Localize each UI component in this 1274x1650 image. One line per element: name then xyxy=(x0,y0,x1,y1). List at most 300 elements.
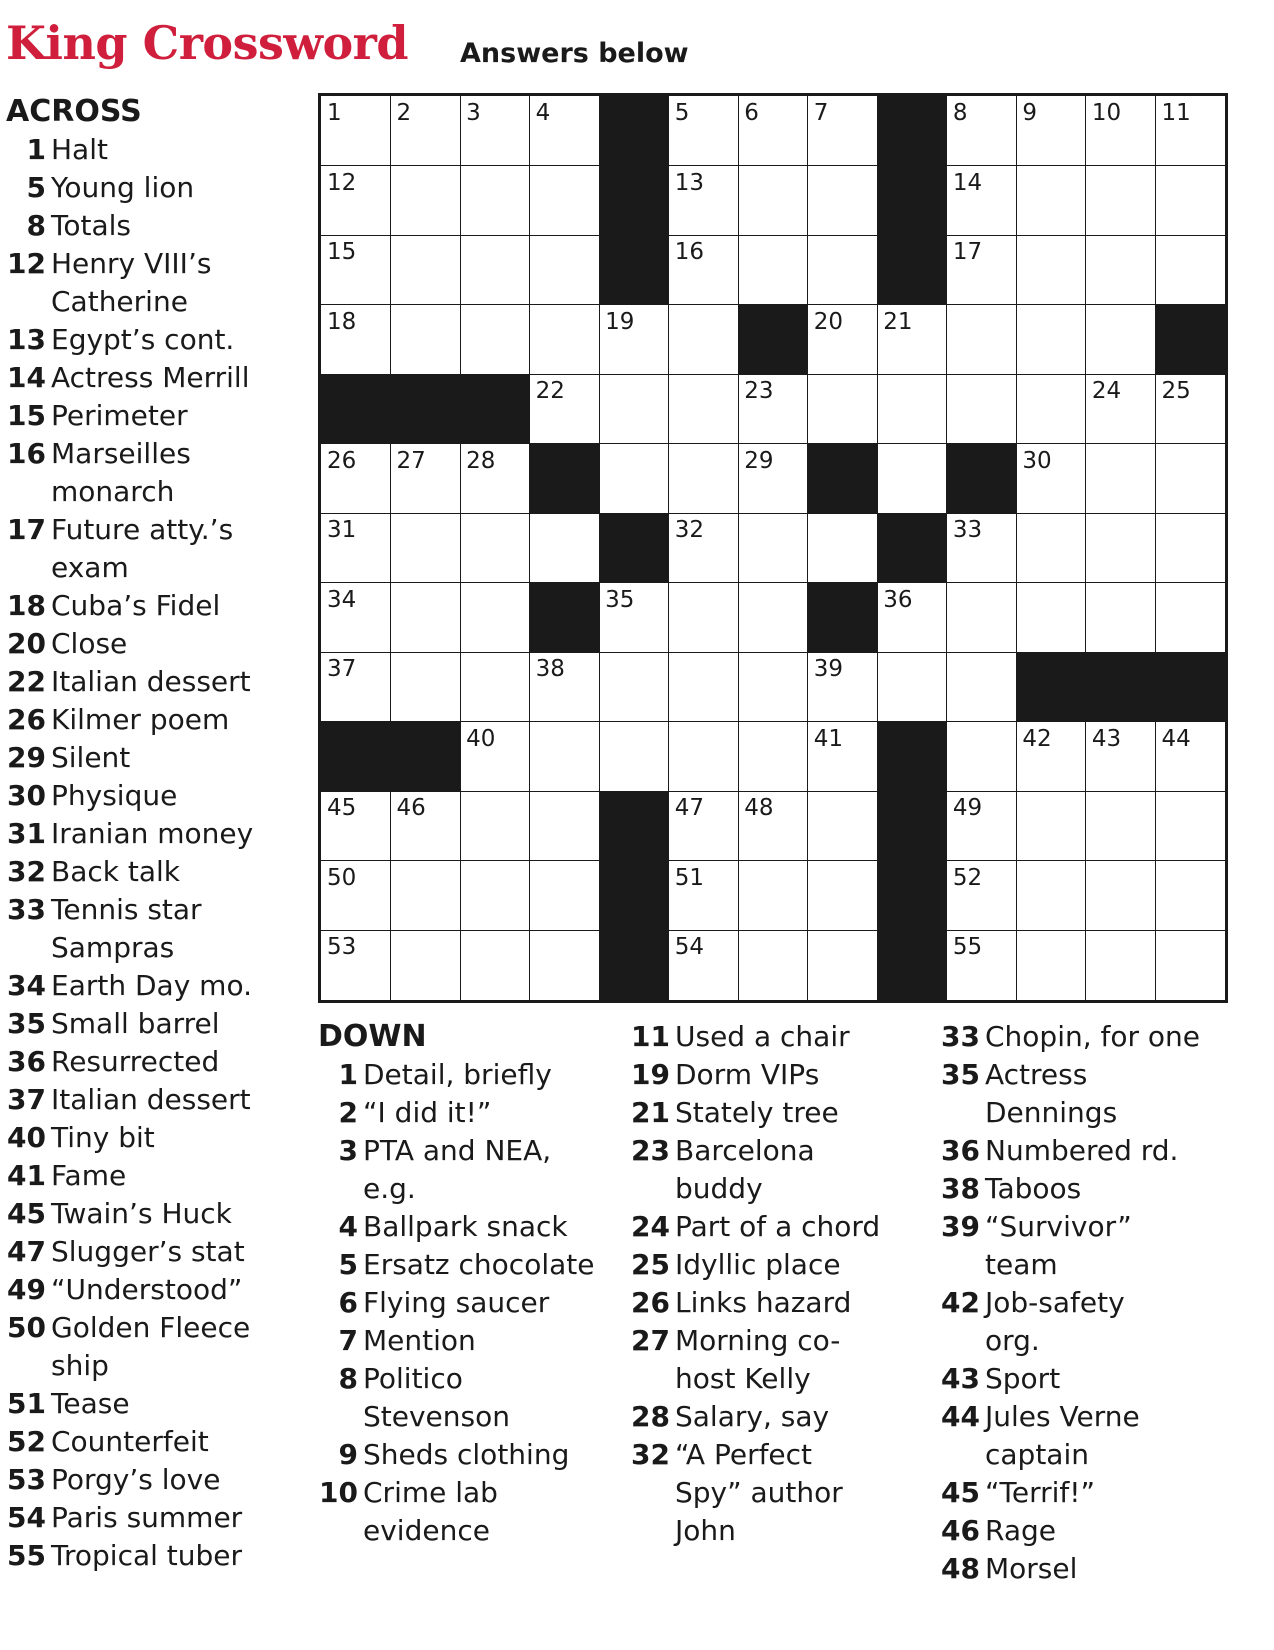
grid-cell[interactable] xyxy=(1086,166,1156,236)
clue-item xyxy=(6,777,291,815)
grid-cell[interactable] xyxy=(530,652,600,722)
clue-text: Egypt’s cont. xyxy=(51,323,235,356)
clue-number: 31 xyxy=(7,817,46,850)
grid-cell[interactable] xyxy=(460,444,530,514)
cell-number: 12 xyxy=(327,169,357,196)
grid-cell[interactable] xyxy=(669,583,739,653)
grid-cell[interactable] xyxy=(1016,930,1086,1000)
grid-cell[interactable] xyxy=(738,374,808,444)
grid-cell[interactable] xyxy=(530,930,600,1000)
grid-cell[interactable] xyxy=(530,513,600,583)
grid-cell[interactable] xyxy=(599,583,669,653)
grid-cell[interactable] xyxy=(1086,96,1156,166)
grid-cell[interactable] xyxy=(391,235,461,305)
grid-cell[interactable] xyxy=(460,235,530,305)
grid-cell[interactable] xyxy=(738,235,808,305)
cell-number: 15 xyxy=(327,239,357,266)
grid-cell[interactable] xyxy=(530,96,600,166)
clue-item xyxy=(940,1132,1270,1170)
grid-cell[interactable] xyxy=(738,583,808,653)
grid-cell[interactable] xyxy=(947,722,1017,792)
grid-cell[interactable] xyxy=(460,722,530,792)
cell-number: 35 xyxy=(605,586,635,613)
grid-cell[interactable] xyxy=(1155,96,1225,166)
clue-number: 8 xyxy=(26,209,46,242)
grid-cell[interactable] xyxy=(738,166,808,236)
clue-text: Stately tree xyxy=(675,1096,839,1129)
grid-cell[interactable] xyxy=(391,583,461,653)
clue-text: Links hazard xyxy=(675,1286,852,1319)
cell-number: 25 xyxy=(1161,378,1191,405)
grid-cell[interactable] xyxy=(391,652,461,722)
grid-cell[interactable] xyxy=(391,444,461,514)
clue-number: 33 xyxy=(941,1020,980,1053)
grid-cell[interactable] xyxy=(669,722,739,792)
clue-text: Porgy’s love xyxy=(51,1463,221,1496)
black-square xyxy=(391,722,461,792)
cell-number: 51 xyxy=(674,864,704,891)
grid-cell[interactable] xyxy=(877,583,947,653)
grid-cell[interactable] xyxy=(599,652,669,722)
clue-text: host Kelly xyxy=(675,1362,811,1395)
clue-number: 23 xyxy=(631,1134,670,1167)
clue-item xyxy=(6,891,291,967)
grid-cell[interactable] xyxy=(808,305,878,375)
clue-text: Halt xyxy=(51,133,108,166)
clue-number: 25 xyxy=(631,1248,670,1281)
grid-cell[interactable] xyxy=(321,861,391,931)
clue-text: Mention xyxy=(363,1324,476,1357)
clue-number: 3 xyxy=(338,1134,358,1167)
grid-cell[interactable] xyxy=(460,166,530,236)
cell-number: 55 xyxy=(952,934,983,961)
grid-cell[interactable] xyxy=(1016,722,1086,792)
grid-cell[interactable] xyxy=(947,513,1017,583)
grid-cell[interactable] xyxy=(530,722,600,792)
clue-item xyxy=(6,321,291,359)
clue-text: Fame xyxy=(51,1159,127,1192)
grid-cell[interactable] xyxy=(669,861,739,931)
grid-cell[interactable] xyxy=(391,166,461,236)
grid-cell[interactable] xyxy=(947,96,1017,166)
grid-cell[interactable] xyxy=(1155,513,1225,583)
clue-number: 24 xyxy=(631,1210,670,1243)
grid-cell[interactable] xyxy=(1086,513,1156,583)
black-square xyxy=(599,166,669,236)
grid-cell[interactable] xyxy=(321,652,391,722)
down-clues-column-1 xyxy=(318,1018,618,1550)
clue-item xyxy=(6,245,291,321)
cell-number: 27 xyxy=(396,447,426,474)
clue-text: Future atty.’s xyxy=(51,513,234,546)
clue-text: Earth Day mo. xyxy=(51,969,252,1002)
grid-cell[interactable] xyxy=(669,444,739,514)
grid-cell[interactable] xyxy=(808,166,878,236)
clue-number: 16 xyxy=(7,437,46,470)
cell-number: 38 xyxy=(535,656,565,683)
grid-cell[interactable] xyxy=(599,305,669,375)
clue-item xyxy=(6,207,291,245)
grid-cell[interactable] xyxy=(1155,791,1225,861)
clue-number: 11 xyxy=(631,1020,670,1053)
clue-text: Totals xyxy=(51,209,131,242)
grid-cell[interactable] xyxy=(1086,930,1156,1000)
grid-cell[interactable] xyxy=(1016,861,1086,931)
grid-cell[interactable] xyxy=(391,96,461,166)
clue-item xyxy=(318,1474,618,1550)
clue-number: 48 xyxy=(941,1552,980,1585)
clue-item xyxy=(940,1474,1270,1512)
grid-cell[interactable] xyxy=(947,583,1017,653)
clue-item xyxy=(6,663,291,701)
clue-number: 29 xyxy=(7,741,46,774)
grid-cell[interactable] xyxy=(1086,374,1156,444)
grid-cell[interactable] xyxy=(321,96,391,166)
clue-text: Detail, briefly xyxy=(363,1058,552,1091)
clue-text: Italian dessert xyxy=(51,1083,251,1116)
cell-number: 52 xyxy=(952,864,983,891)
grid-cell[interactable] xyxy=(460,930,530,1000)
grid-cell[interactable] xyxy=(1155,374,1225,444)
black-square xyxy=(738,305,808,375)
grid-cell[interactable] xyxy=(808,652,878,722)
clue-number: 20 xyxy=(7,627,46,660)
across-clue-list xyxy=(6,131,291,1575)
grid-cell[interactable] xyxy=(1016,235,1086,305)
clue-text: Morsel xyxy=(985,1552,1078,1585)
clue-item xyxy=(940,1018,1270,1056)
grid-cell[interactable] xyxy=(1016,583,1086,653)
clue-text: “Understood” xyxy=(51,1273,243,1306)
grid-cell[interactable] xyxy=(738,722,808,792)
grid-cell[interactable] xyxy=(599,374,669,444)
black-square xyxy=(877,96,947,166)
clue-text: Small barrel xyxy=(51,1007,220,1040)
clue-item xyxy=(6,739,291,777)
clue-text: Italian dessert xyxy=(51,665,251,698)
cell-number: 8 xyxy=(952,100,968,126)
grid-cell[interactable] xyxy=(877,374,947,444)
clue-text: captain xyxy=(985,1438,1089,1471)
grid-cell[interactable] xyxy=(530,166,600,236)
cell-number: 5 xyxy=(674,100,690,126)
clue-number: 35 xyxy=(941,1058,980,1091)
grid-cell[interactable] xyxy=(947,374,1017,444)
grid-cell[interactable] xyxy=(738,861,808,931)
grid-cell[interactable] xyxy=(1086,722,1156,792)
grid-cell[interactable] xyxy=(460,305,530,375)
clue-text: Tease xyxy=(51,1387,130,1420)
grid-cell[interactable] xyxy=(808,96,878,166)
grid-cell[interactable] xyxy=(530,235,600,305)
clue-text: PTA and NEA, xyxy=(363,1134,552,1167)
grid-cell[interactable] xyxy=(808,722,878,792)
clue-text: Jules Verne xyxy=(985,1400,1140,1433)
cell-number: 17 xyxy=(952,239,983,266)
cell-number: 48 xyxy=(744,795,774,822)
clue-item xyxy=(6,1271,291,1309)
grid-cell[interactable] xyxy=(321,444,391,514)
clue-number: 12 xyxy=(7,247,46,280)
grid-cell[interactable] xyxy=(1086,235,1156,305)
grid-cell[interactable] xyxy=(947,861,1017,931)
black-square xyxy=(599,513,669,583)
cell-number: 50 xyxy=(327,864,357,891)
grid-cell[interactable] xyxy=(460,861,530,931)
clue-text: monarch xyxy=(51,475,175,508)
grid-cell[interactable] xyxy=(599,722,669,792)
cell-number: 39 xyxy=(813,656,844,683)
clue-item xyxy=(630,1208,935,1246)
clue-text: Taboos xyxy=(985,1172,1082,1205)
clue-text: Numbered rd. xyxy=(985,1134,1179,1167)
grid-cell[interactable] xyxy=(530,861,600,931)
clue-item xyxy=(940,1056,1270,1132)
clue-item xyxy=(318,1322,618,1360)
clue-text: Silent xyxy=(51,741,131,774)
grid-cell[interactable] xyxy=(1086,305,1156,375)
clue-number: 26 xyxy=(631,1286,670,1319)
grid-cell[interactable] xyxy=(808,791,878,861)
grid-cell[interactable] xyxy=(669,652,739,722)
clue-item xyxy=(630,1398,935,1436)
grid-cell[interactable] xyxy=(947,305,1017,375)
clue-number: 21 xyxy=(631,1096,670,1129)
clue-number: 28 xyxy=(631,1400,670,1433)
grid-cell[interactable] xyxy=(669,513,739,583)
cell-number: 26 xyxy=(327,447,357,474)
grid-cell[interactable] xyxy=(321,583,391,653)
grid-cell[interactable] xyxy=(1016,444,1086,514)
grid-cell[interactable] xyxy=(669,166,739,236)
grid-cell[interactable] xyxy=(460,583,530,653)
cell-number: 22 xyxy=(535,378,565,405)
clue-text: Barcelona xyxy=(675,1134,815,1167)
grid-cell[interactable] xyxy=(460,652,530,722)
grid-cell[interactable] xyxy=(1155,166,1225,236)
grid-cell[interactable] xyxy=(391,513,461,583)
grid-cell[interactable] xyxy=(808,374,878,444)
clue-text: John xyxy=(675,1514,736,1547)
grid-cell[interactable] xyxy=(947,652,1017,722)
cell-number: 42 xyxy=(1022,725,1052,752)
clue-number: 35 xyxy=(7,1007,46,1040)
black-square xyxy=(391,374,461,444)
grid-cell[interactable] xyxy=(1155,930,1225,1000)
clue-text: Tiny bit xyxy=(51,1121,155,1154)
clue-text: Sport xyxy=(985,1362,1061,1395)
grid-cell[interactable] xyxy=(1155,583,1225,653)
grid-cell[interactable] xyxy=(460,791,530,861)
cell-number: 41 xyxy=(813,725,844,752)
cell-number: 46 xyxy=(396,795,426,822)
clue-text: Ballpark snack xyxy=(363,1210,568,1243)
clue-text: Spy” author xyxy=(675,1476,843,1509)
grid-cell[interactable] xyxy=(321,791,391,861)
grid-cell[interactable] xyxy=(808,513,878,583)
grid-cell[interactable] xyxy=(1155,722,1225,792)
clue-item xyxy=(6,1499,291,1537)
grid-cell[interactable] xyxy=(1086,444,1156,514)
clue-number: 1 xyxy=(26,133,46,166)
clue-number: 27 xyxy=(631,1324,670,1357)
clue-number: 14 xyxy=(7,361,46,394)
black-square xyxy=(877,513,947,583)
clue-item xyxy=(6,701,291,739)
black-square xyxy=(947,444,1017,514)
cell-number: 23 xyxy=(744,378,774,405)
clue-text: “Survivor” xyxy=(985,1210,1132,1243)
grid-cell[interactable] xyxy=(391,305,461,375)
down-clue-list xyxy=(630,1018,935,1550)
clue-number: 33 xyxy=(7,893,46,926)
clue-number: 10 xyxy=(319,1476,358,1509)
clue-item xyxy=(6,1005,291,1043)
clue-item xyxy=(630,1284,935,1322)
grid-cell[interactable] xyxy=(669,305,739,375)
clue-number: 5 xyxy=(26,171,46,204)
clue-text: Crime lab xyxy=(363,1476,498,1509)
clue-number: 34 xyxy=(7,969,46,1002)
cell-number: 31 xyxy=(327,517,357,544)
clue-item xyxy=(940,1550,1270,1588)
cell-number: 21 xyxy=(883,308,913,335)
down-heading: DOWN xyxy=(318,1019,427,1054)
clue-item xyxy=(6,1537,291,1575)
black-square xyxy=(1155,652,1225,722)
clue-item xyxy=(6,435,291,511)
grid-cell[interactable] xyxy=(669,791,739,861)
grid-cell[interactable] xyxy=(321,305,391,375)
grid-cell[interactable] xyxy=(947,930,1017,1000)
grid-cell[interactable] xyxy=(530,305,600,375)
grid-cell[interactable] xyxy=(321,513,391,583)
clue-text: Ersatz chocolate xyxy=(363,1248,595,1281)
grid-cell[interactable] xyxy=(1086,791,1156,861)
grid-cell[interactable] xyxy=(808,235,878,305)
black-square xyxy=(599,861,669,931)
clue-number: 30 xyxy=(7,779,46,812)
clue-item xyxy=(6,1385,291,1423)
cell-number: 43 xyxy=(1091,725,1122,752)
grid-cell[interactable] xyxy=(1155,861,1225,931)
cell-number: 53 xyxy=(327,934,357,961)
black-square xyxy=(877,791,947,861)
grid-cell[interactable] xyxy=(738,791,808,861)
clue-number: 55 xyxy=(7,1539,46,1572)
clue-item xyxy=(6,625,291,663)
clue-item xyxy=(6,1233,291,1271)
grid-cell[interactable] xyxy=(877,444,947,514)
clue-text: Young lion xyxy=(51,171,195,204)
clue-item xyxy=(6,131,291,169)
grid-cell[interactable] xyxy=(1016,305,1086,375)
grid-cell[interactable] xyxy=(808,861,878,931)
grid-cell[interactable] xyxy=(669,235,739,305)
clue-text: Morning co- xyxy=(675,1324,841,1357)
grid-cell[interactable] xyxy=(947,235,1017,305)
clue-number: 18 xyxy=(7,589,46,622)
clue-number: 39 xyxy=(941,1210,980,1243)
clue-number: 49 xyxy=(7,1273,46,1306)
grid-cell[interactable] xyxy=(1086,861,1156,931)
clue-item xyxy=(6,815,291,853)
clue-text: Politico xyxy=(363,1362,463,1395)
clue-number: 44 xyxy=(941,1400,980,1433)
cell-number: 32 xyxy=(674,517,704,544)
grid-cell[interactable] xyxy=(321,930,391,1000)
grid-cell[interactable] xyxy=(1155,235,1225,305)
grid-cell[interactable] xyxy=(738,930,808,1000)
grid-cell[interactable] xyxy=(391,791,461,861)
grid-cell[interactable] xyxy=(669,96,739,166)
clue-item xyxy=(318,1094,618,1132)
clue-text: Dorm VIPs xyxy=(675,1058,820,1091)
clue-number: 32 xyxy=(7,855,46,888)
grid-cell[interactable] xyxy=(321,166,391,236)
cell-number: 47 xyxy=(674,795,704,822)
black-square xyxy=(599,930,669,1000)
grid-cell[interactable] xyxy=(877,305,947,375)
grid-cell[interactable] xyxy=(877,652,947,722)
grid-cell[interactable] xyxy=(1016,96,1086,166)
cell-number: 30 xyxy=(1022,447,1052,474)
clue-text: Tennis star xyxy=(51,893,202,926)
clue-item xyxy=(940,1208,1270,1284)
clue-number: 36 xyxy=(941,1134,980,1167)
grid-cell[interactable] xyxy=(738,513,808,583)
grid-cell[interactable] xyxy=(530,791,600,861)
grid-cell[interactable] xyxy=(391,861,461,931)
clue-text: Twain’s Huck xyxy=(51,1197,232,1230)
grid-cell[interactable] xyxy=(738,96,808,166)
grid-cell[interactable] xyxy=(460,513,530,583)
clue-text: Marseilles xyxy=(51,437,191,470)
grid-cell[interactable] xyxy=(808,930,878,1000)
clue-number: 36 xyxy=(7,1045,46,1078)
grid-cell[interactable] xyxy=(669,930,739,1000)
cell-number: 19 xyxy=(605,308,635,335)
cell-number: 44 xyxy=(1161,725,1191,752)
clue-text: Rage xyxy=(985,1514,1056,1547)
clue-item xyxy=(630,1056,935,1094)
grid-cell[interactable] xyxy=(1016,374,1086,444)
grid-cell[interactable] xyxy=(460,96,530,166)
grid-cell[interactable] xyxy=(738,444,808,514)
clue-number: 15 xyxy=(7,399,46,432)
clue-number: 54 xyxy=(7,1501,46,1534)
grid-cell[interactable] xyxy=(599,444,669,514)
grid-cell[interactable] xyxy=(738,652,808,722)
grid-cell[interactable] xyxy=(1016,791,1086,861)
grid-cell[interactable] xyxy=(947,166,1017,236)
clue-number: 37 xyxy=(7,1083,46,1116)
clue-text: Sampras xyxy=(51,931,175,964)
grid-cell[interactable] xyxy=(669,374,739,444)
clue-text: Back talk xyxy=(51,855,181,888)
grid-cell[interactable] xyxy=(1155,444,1225,514)
clue-item xyxy=(630,1132,935,1208)
grid-cell[interactable] xyxy=(530,374,600,444)
grid-cell[interactable] xyxy=(1086,583,1156,653)
grid-cell[interactable] xyxy=(947,791,1017,861)
grid-cell[interactable] xyxy=(1016,513,1086,583)
cell-number: 34 xyxy=(327,586,357,613)
grid-cell[interactable] xyxy=(1016,166,1086,236)
clue-text: “Terrif!” xyxy=(985,1476,1095,1509)
grid-cell[interactable] xyxy=(391,930,461,1000)
grid-cell[interactable] xyxy=(321,235,391,305)
